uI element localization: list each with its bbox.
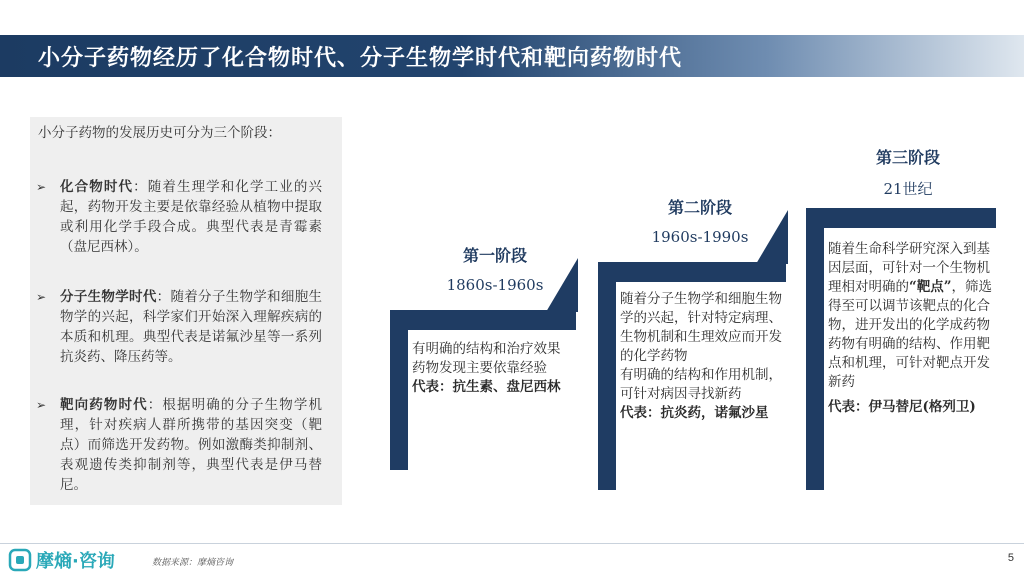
bullet-body: ：随着分子生物学和细胞生物学的兴起，科学家们开始深入理解疾病的本质和机理。典型代表是诺氟沙星等一系列抗炎药、降压药等。 [60,289,323,365]
title-bar [0,35,1024,77]
brand-logo-text: 摩熵·咨询 [36,551,115,572]
stage-2-line: 有明确的结构和作用机制，可针对病因寻找新药 [620,367,782,402]
stage-1-representative: 代表：抗生素、盘尼西林 [412,379,561,395]
stage-2-description [620,290,786,423]
brand-logo [8,547,115,573]
stage-3-representative: 代表：伊马替尼(格列卫) [828,399,976,415]
bullet-heading: 分子生物学时代 [60,289,157,305]
stage-2-line: 随着分子生物学和细胞生物学的兴起，针对特定病理、生物机制和生理效应而开发的化学药物 [620,291,782,364]
bullet-heading: 化合物时代 [60,179,134,195]
arrow-bullet-icon: ➢ [36,290,47,304]
stage-2-bar-vertical [598,262,616,490]
stage-1-line: 有明确的结构和治疗效果 [412,341,561,357]
brand-logo-icon [8,548,32,572]
arrow-bullet-icon: ➢ [36,398,47,412]
bullet-body: ：随着生理学和化学工业的兴起，药物开发主要是依靠经验从植物中提取或利用化学手段合成。典型代表是青霉素（盘尼西林）。 [60,179,323,255]
stage-1-bar-vertical [390,310,408,470]
stage-1-title: 第一阶段 [462,246,527,265]
history-summary-panel [30,117,342,505]
stage-2-bar [598,262,786,282]
stage-3-target-term: “靶点” [909,279,952,295]
data-source: 数据来源：摩熵咨询 [152,558,234,568]
stage-2-step-wedge [756,210,788,264]
stage-2-period: 1960s-1990s [651,228,749,246]
stage-3-title: 第三阶段 [875,148,940,167]
footer-divider [0,543,1024,544]
bullet-text [60,287,322,367]
stage-1-description [412,340,577,397]
stage-1-step-wedge [546,258,578,312]
stage-1-bar [390,310,576,330]
stage-2-representative: 代表：抗炎药，诺氟沙星 [620,405,769,421]
stage-3-bar-vertical [806,208,824,490]
stage-3-text: ，筛选得至可以调节该靶点的化合物，进开发出的化学成药物 [828,279,993,333]
bullet-heading: 靶向药物时代 [60,397,148,413]
stage-3-period: 21世纪 [883,180,933,198]
stage-1-line: 药物发现主要依靠经验 [412,360,547,376]
page-title: 小分子药物经历了化合物时代、分子生物学时代和靶向药物时代 [38,45,683,71]
stage-3-text: 随着生命科学研究深入到基因层面，可针对一个生物机理相对明确的 [828,241,990,295]
bullet-text [60,395,322,495]
bullet-body: ：根据明确的分子生物学机理，针对疾病人群所携带的基因突变（靶点）而筛选开发药物。例如激酶类抑制剂、表观遗传类抑制剂等，典型代表是伊马替尼。 [60,397,323,493]
stage-3-line [828,240,994,335]
stage-3-line: 药物有明确的结构、作用靶点和机理，可针对靶点开发新药 [828,336,990,390]
stage-1-period: 1860s-1960s [446,276,544,294]
summary-intro: 小分子药物的发展历史可分为三个阶段： [38,125,281,141]
page-number: 5 [1007,552,1014,564]
bullet-text [60,177,322,257]
arrow-bullet-icon: ➢ [36,180,47,194]
stage-3-description [828,240,994,417]
stage-3-bar [806,208,996,228]
stage-2-title: 第二阶段 [667,198,732,217]
